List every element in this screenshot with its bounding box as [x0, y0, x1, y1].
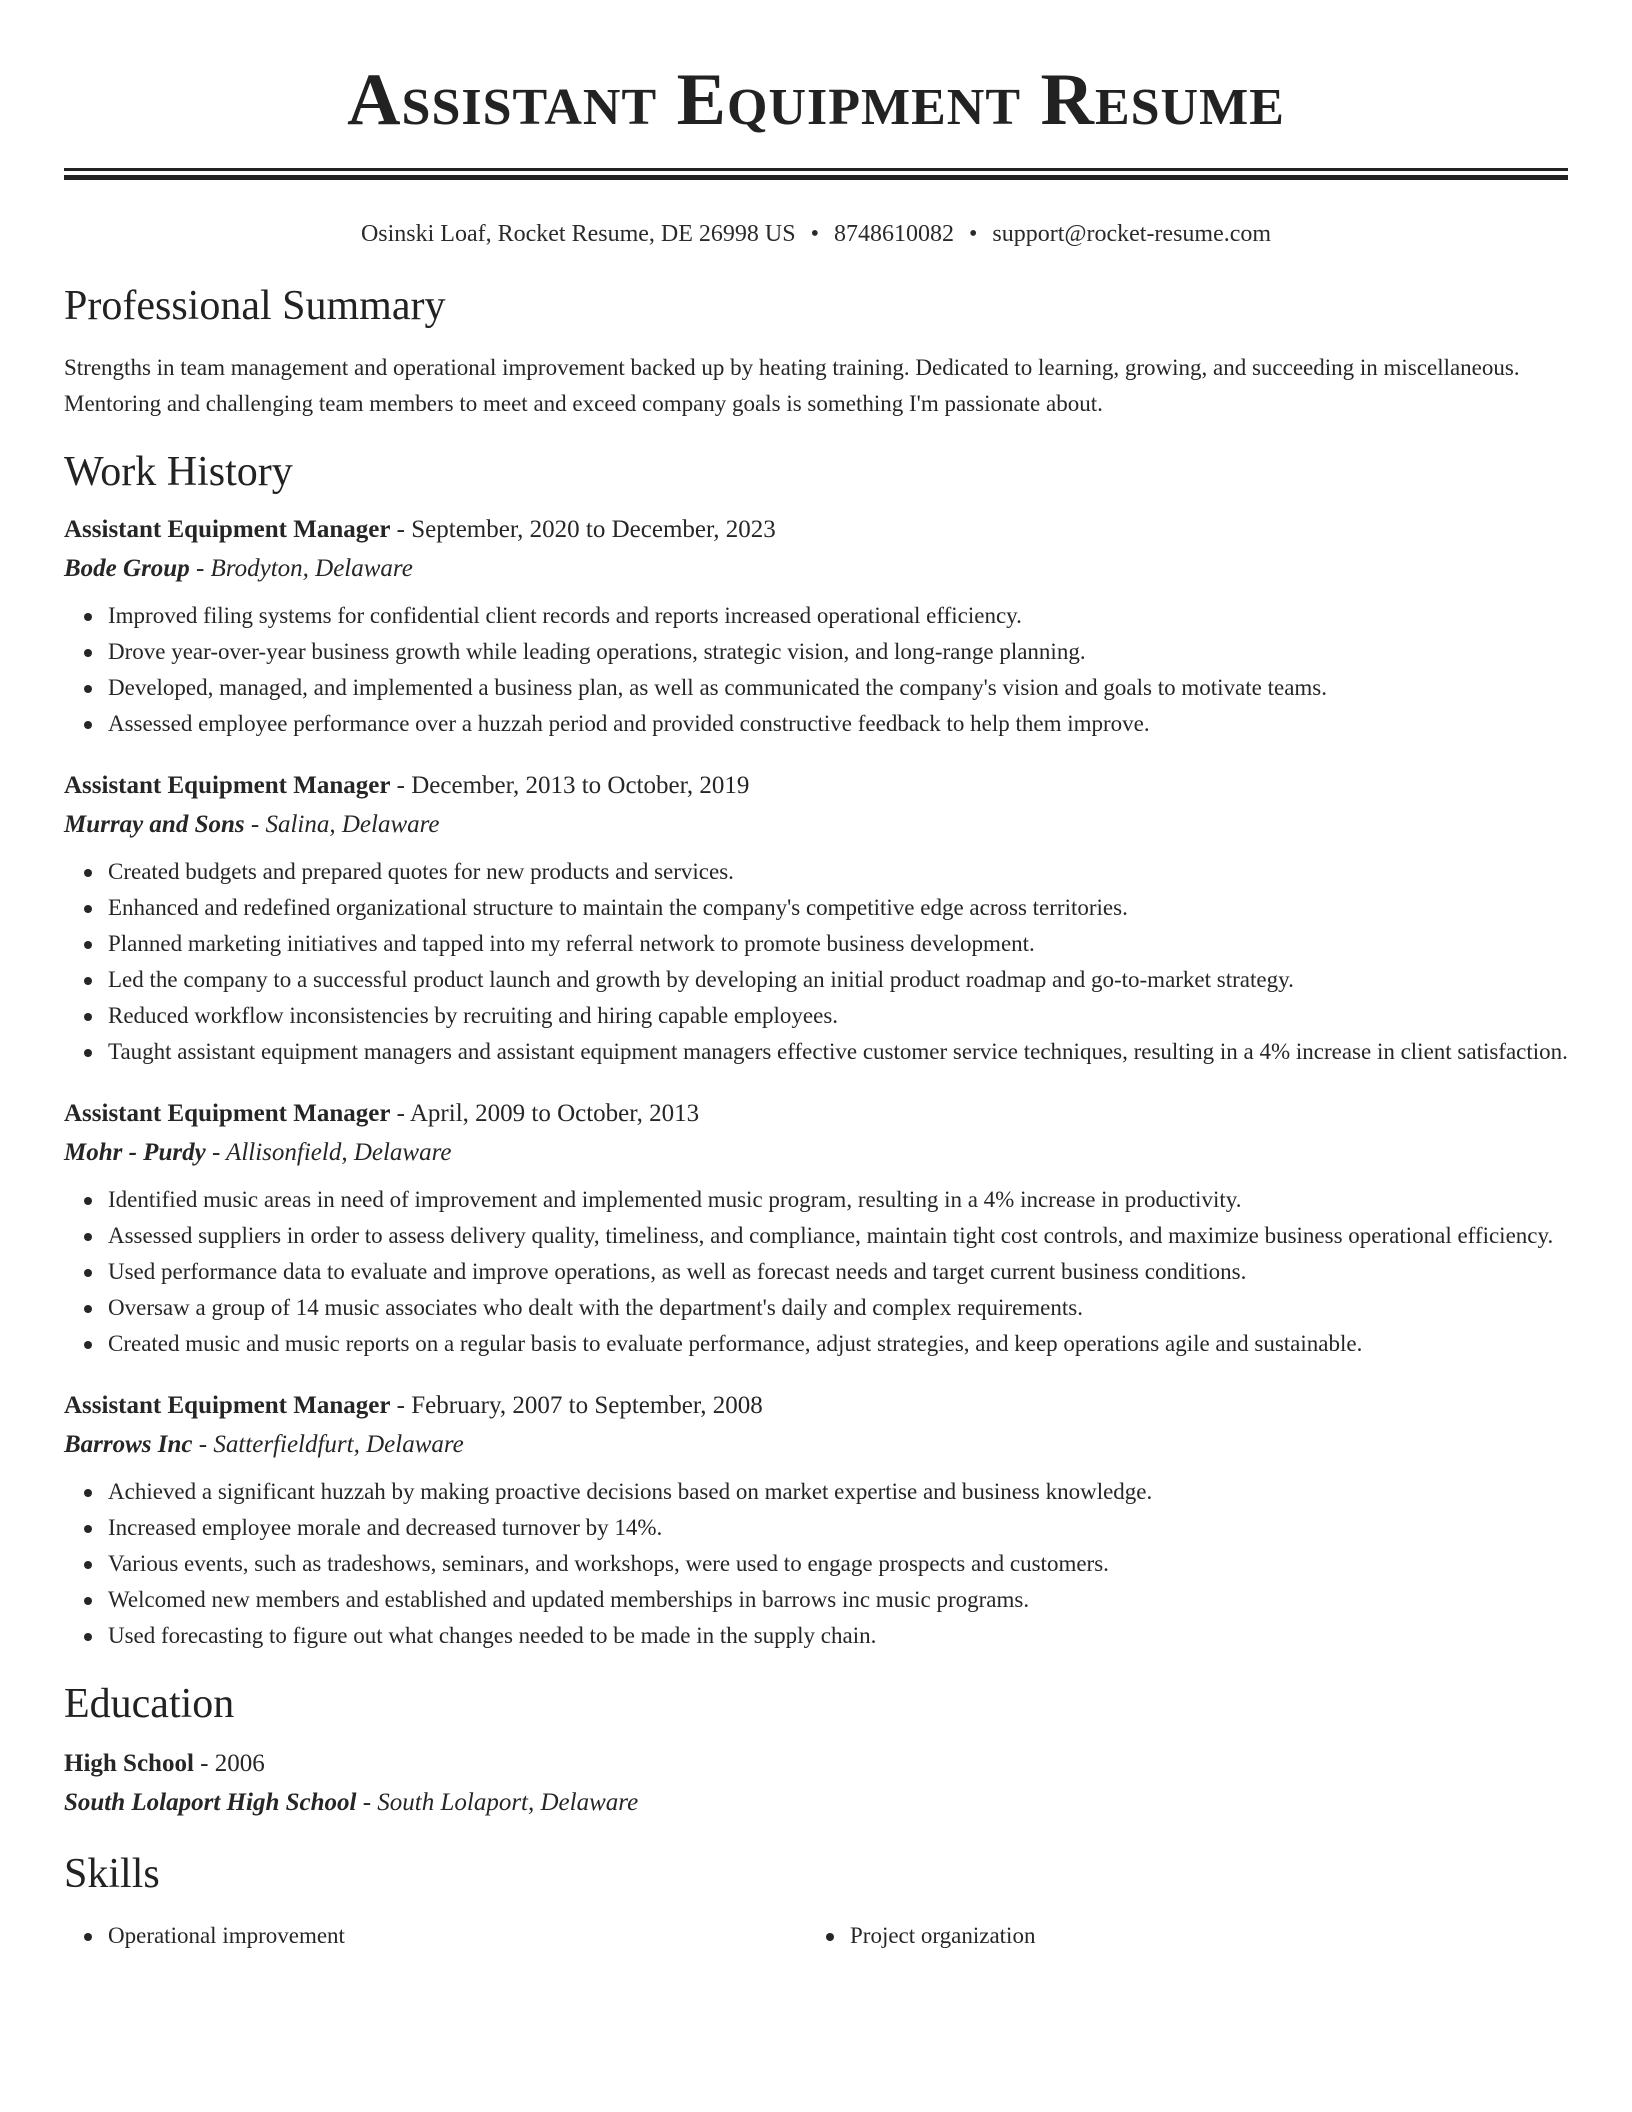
job-bullet-list: [64, 598, 1568, 742]
education-school: South Lolaport High School: [64, 1789, 357, 1816]
job-company-line: [64, 550, 1568, 588]
job-bullet: Identified music areas in need of improvement and implemented music program, resulting in a 4% increase in productivity.: [108, 1182, 1568, 1218]
job-bullet-list: [64, 854, 1568, 1070]
job-company: Mohr - Purdy: [64, 1139, 206, 1166]
job-company: Barrows Inc: [64, 1431, 193, 1458]
skill-item: Project organization: [850, 1918, 1592, 1954]
job-bullet: Used performance data to evaluate and improve operations, as well as forecast needs and target current business conditions.: [108, 1254, 1568, 1290]
job-bullet: Assessed employee performance over a huzzah period and provided constructive feedback to help them improve.: [108, 706, 1568, 742]
job-dates: - September, 2020 to December, 2023: [390, 516, 776, 543]
education-location: - South Lolaport, Delaware: [356, 1789, 639, 1816]
job-company: Murray and Sons: [64, 811, 245, 838]
job-role: Assistant Equipment Manager: [64, 772, 391, 799]
education-school-line: [64, 1784, 1568, 1822]
job-bullet-list: [64, 1474, 1568, 1654]
job-title-line: [64, 1094, 1568, 1134]
contact-separator: •: [968, 221, 978, 247]
education-entry: [64, 1744, 1568, 1822]
job-bullet: Drove year-over-year business growth while leading operations, strategic vision, and long-range planning.: [108, 634, 1568, 670]
summary-text: Strengths in team management and operational improvement backed up by heating training. Dedicated to learning, growing, and succeeding in miscellaneous. Mentoring and challenging team members to meet and exceed company goals is something I'm passionate about.: [64, 355, 1520, 416]
job-location: - Brodyton, Delaware: [189, 555, 413, 582]
job-role: Assistant Equipment Manager: [64, 1392, 391, 1419]
job-role: Assistant Equipment Manager: [64, 1100, 391, 1127]
job-location: - Salina, Delaware: [244, 811, 440, 838]
skill-item: Operational improvement: [108, 1918, 850, 1954]
job-company-line: [64, 1426, 1568, 1464]
job-dates: - February, 2007 to September, 2008: [390, 1392, 763, 1419]
job-bullet: Led the company to a successful product launch and growth by developing an initial product roadmap and go-to-market strategy.: [108, 962, 1568, 998]
job-bullet: Oversaw a group of 14 music associates who dealt with the department's daily and complex requirements.: [108, 1290, 1568, 1326]
education-degree-line: [64, 1744, 1568, 1784]
section-heading-summary: Professional Summary: [64, 283, 446, 329]
job-bullet: Welcomed new members and established and updated memberships in barrows inc music programs.: [108, 1582, 1568, 1618]
section-heading-work-history: Work History: [64, 449, 293, 495]
contact-line: [64, 218, 1568, 250]
job-bullet: Planned marketing initiatives and tapped into my referral network to promote business development.: [108, 926, 1568, 962]
job-entry: [64, 510, 1568, 742]
job-bullet: Enhanced and redefined organizational structure to maintain the company's competitive edge across territories.: [108, 890, 1568, 926]
job-bullet: Achieved a significant huzzah by making proactive decisions based on market expertise and business knowledge.: [108, 1474, 1568, 1510]
section-heading-education: Education: [64, 1681, 235, 1727]
job-company: Bode Group: [64, 555, 190, 582]
job-bullet: Taught assistant equipment managers and assistant equipment managers effective customer service techniques, resulting in a 4% increase in client satisfaction.: [108, 1034, 1568, 1070]
contact-email: support@rocket-resume.com: [992, 221, 1272, 247]
work-history-list: [64, 510, 1568, 1654]
job-bullet: Created music and music reports on a regular basis to evaluate performance, adjust strategies, and keep operations agile and sustainable.: [108, 1326, 1568, 1362]
job-title-line: [64, 766, 1568, 806]
job-bullet: Various events, such as tradeshows, seminars, and workshops, were used to engage prospects and customers.: [108, 1546, 1568, 1582]
skills-list: [64, 1918, 1568, 1954]
job-bullet: Increased employee morale and decreased turnover by 14%.: [108, 1510, 1568, 1546]
section-heading-skills: Skills: [64, 1851, 160, 1897]
resume-title: Assistant Equipment Resume: [347, 59, 1285, 141]
job-location: - Satterfieldfurt, Delaware: [192, 1431, 464, 1458]
education-degree: High School: [64, 1750, 194, 1777]
job-dates: - April, 2009 to October, 2013: [390, 1100, 700, 1127]
job-bullet: Reduced workflow inconsistencies by recruiting and hiring capable employees.: [108, 998, 1568, 1034]
job-company-line: [64, 806, 1568, 844]
job-dates: - December, 2013 to October, 2019: [390, 772, 750, 799]
job-bullet: Assessed suppliers in order to assess delivery quality, timeliness, and compliance, maintain tight cost controls, and maximize business operational efficiency.: [108, 1218, 1568, 1254]
contact-separator: •: [810, 221, 819, 247]
job-entry: [64, 1094, 1568, 1362]
job-entry: [64, 766, 1568, 1070]
job-entry: [64, 1386, 1568, 1654]
job-company-line: [64, 1134, 1568, 1172]
job-bullet-list: [64, 1182, 1568, 1362]
job-bullet: Created budgets and prepared quotes for new products and services.: [108, 854, 1568, 890]
contact-address: Osinski Loaf, Rocket Resume, DE 26998 US: [360, 221, 796, 247]
job-bullet: Used forecasting to figure out what changes needed to be made in the supply chain.: [108, 1618, 1568, 1654]
job-title-line: [64, 510, 1568, 550]
job-location: - Allisonfield, Delaware: [205, 1139, 452, 1166]
job-title-line: [64, 1386, 1568, 1426]
education-year: - 2006: [193, 1750, 265, 1777]
job-bullet: Developed, managed, and implemented a business plan, as well as communicated the company's vision and goals to motivate teams.: [108, 670, 1568, 706]
title-double-rule: [64, 168, 1568, 180]
job-role: Assistant Equipment Manager: [64, 516, 391, 543]
contact-phone: 8748610082: [833, 221, 954, 247]
job-bullet: Improved filing systems for confidential client records and reports increased operational efficiency.: [108, 598, 1568, 634]
